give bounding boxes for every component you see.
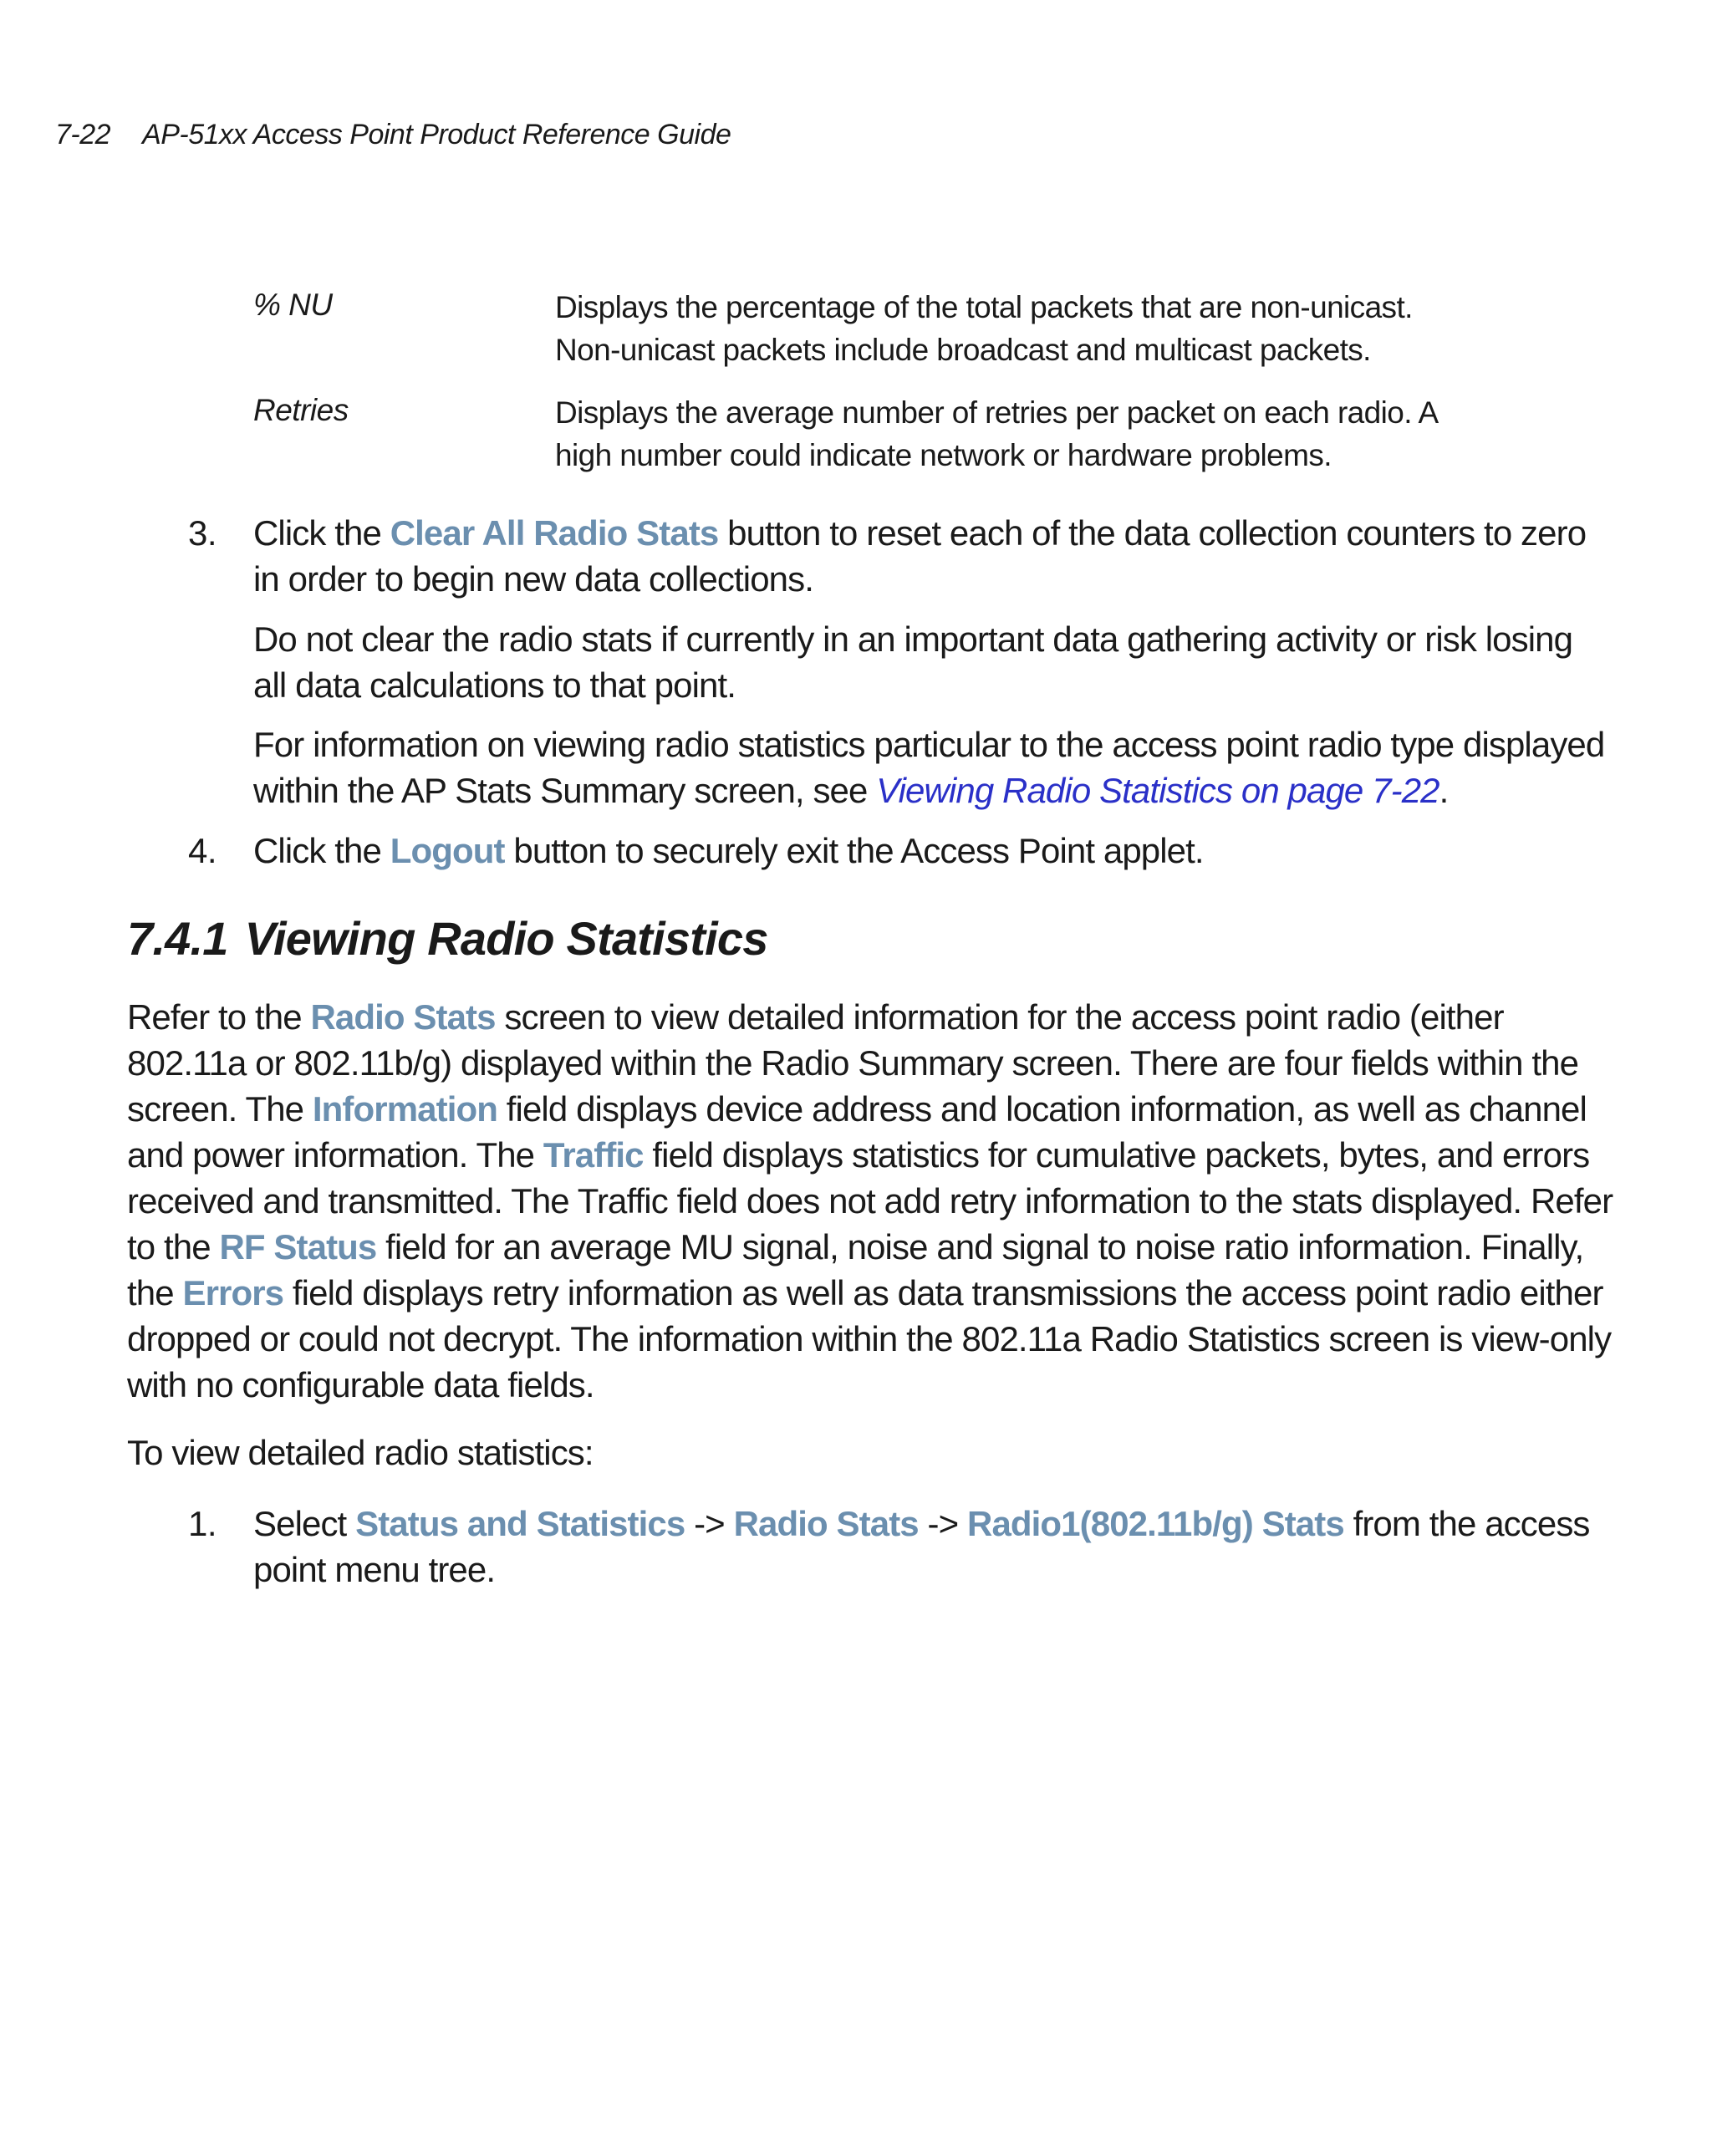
intro-line: with no configurable data fields. — [127, 1365, 594, 1404]
step-number-4: 4. — [188, 831, 217, 870]
step-3-info-line-2: within the AP Stats Summary screen, see Viewing Radio Statistics on page 7-22. — [253, 771, 1449, 810]
definition-line: Displays the average number of retries per packet on each radio. A — [555, 395, 1439, 430]
guide-title: AP-51xx Access Point Product Reference Guide — [142, 119, 731, 150]
ui-term-radio-stats-menu: Radio Stats — [733, 1504, 919, 1543]
definition-line: Non-unicast packets include broadcast and multicast packets. — [555, 333, 1371, 367]
ui-term-rf-status: RF Status — [219, 1227, 377, 1267]
step-3-note-line-1: Do not clear the radio stats if currently in an important data gathering activity or risk losing — [253, 619, 1573, 659]
intro-line: screen. The Information field displays device address and location information, as well as channel — [127, 1089, 1587, 1129]
section-number: 7.4.1 — [127, 912, 228, 965]
step-number-3: 3. — [188, 513, 217, 553]
step-number-1: 1. — [188, 1504, 217, 1543]
page-number: 7-22 — [55, 119, 111, 150]
step-3-line-2: in order to begin new data collections. — [253, 559, 813, 599]
step-4-line-1: Click the Logout button to securely exit the Access Point applet. — [253, 831, 1204, 870]
intro-line: and power information. The Traffic field displays statistics for cumulative packets, bytes, and errors — [127, 1135, 1590, 1175]
ui-term-status-and-statistics: Status and Statistics — [355, 1504, 685, 1543]
intro-paragraph — [127, 994, 1613, 1408]
intro-line: dropped or could not decrypt. The information within the 802.11a Radio Statistics screen is view-only — [127, 1319, 1612, 1358]
page-header — [55, 119, 731, 151]
step-1-line-1: Select Status and Statistics -> Radio Stats -> Radio1(802.11b/g) Stats from the access — [253, 1504, 1590, 1543]
intro-line: to the RF Status field for an average MU signal, noise and signal to noise ratio information. Finally, — [127, 1227, 1584, 1267]
step-3-line-1: Click the Clear All Radio Stats button to reset each of the data collection counters to zero — [253, 513, 1587, 553]
definition-line: Displays the percentage of the total packets that are non-unicast. — [555, 290, 1413, 324]
to-view-text: To view detailed radio statistics: — [127, 1433, 594, 1472]
definition-term-nu: % NU — [253, 288, 333, 322]
step-4-text — [253, 828, 1641, 874]
ui-term-clear-all-radio-stats: Clear All Radio Stats — [390, 513, 719, 553]
step-3-note-line-2: all data calculations to that point. — [253, 665, 736, 705]
step-3-info — [253, 721, 1641, 813]
section-title: Viewing Radio Statistics — [244, 912, 768, 965]
step-3-note — [253, 616, 1641, 708]
ui-term-errors: Errors — [182, 1273, 284, 1312]
section-heading — [127, 911, 768, 966]
definition-term-retries: Retries — [253, 393, 349, 427]
ui-term-information: Information — [312, 1089, 497, 1129]
intro-line: 802.11a or 802.11b/g) displayed within the Radio Summary screen. There are four fields within the — [127, 1043, 1579, 1083]
ui-term-radio1-stats: Radio1(802.11b/g) Stats — [967, 1504, 1344, 1543]
step-3-info-line-1: For information on viewing radio statistics particular to the access point radio type displayed — [253, 725, 1605, 764]
step-3-text — [253, 510, 1641, 602]
intro-line: the Errors field displays retry information as well as data transmissions the access point radio either — [127, 1273, 1603, 1312]
ui-term-logout: Logout — [390, 831, 505, 870]
cross-reference-link[interactable]: Viewing Radio Statistics on page 7-22 — [876, 771, 1439, 810]
definition-line: high number could indicate network or hardware problems. — [555, 438, 1332, 472]
step-1-text — [253, 1501, 1641, 1593]
intro-line: received and transmitted. The Traffic field does not add retry information to the stats displayed. Refer — [127, 1181, 1613, 1221]
ui-term-traffic: Traffic — [543, 1135, 644, 1175]
definition-desc-retries — [555, 391, 1558, 477]
ui-term-radio-stats: Radio Stats — [310, 997, 496, 1037]
definition-desc-nu — [555, 286, 1558, 371]
intro-line: Refer to the Radio Stats screen to view detailed information for the access point radio (either — [127, 997, 1504, 1037]
step-1-line-2: point menu tree. — [253, 1550, 496, 1589]
